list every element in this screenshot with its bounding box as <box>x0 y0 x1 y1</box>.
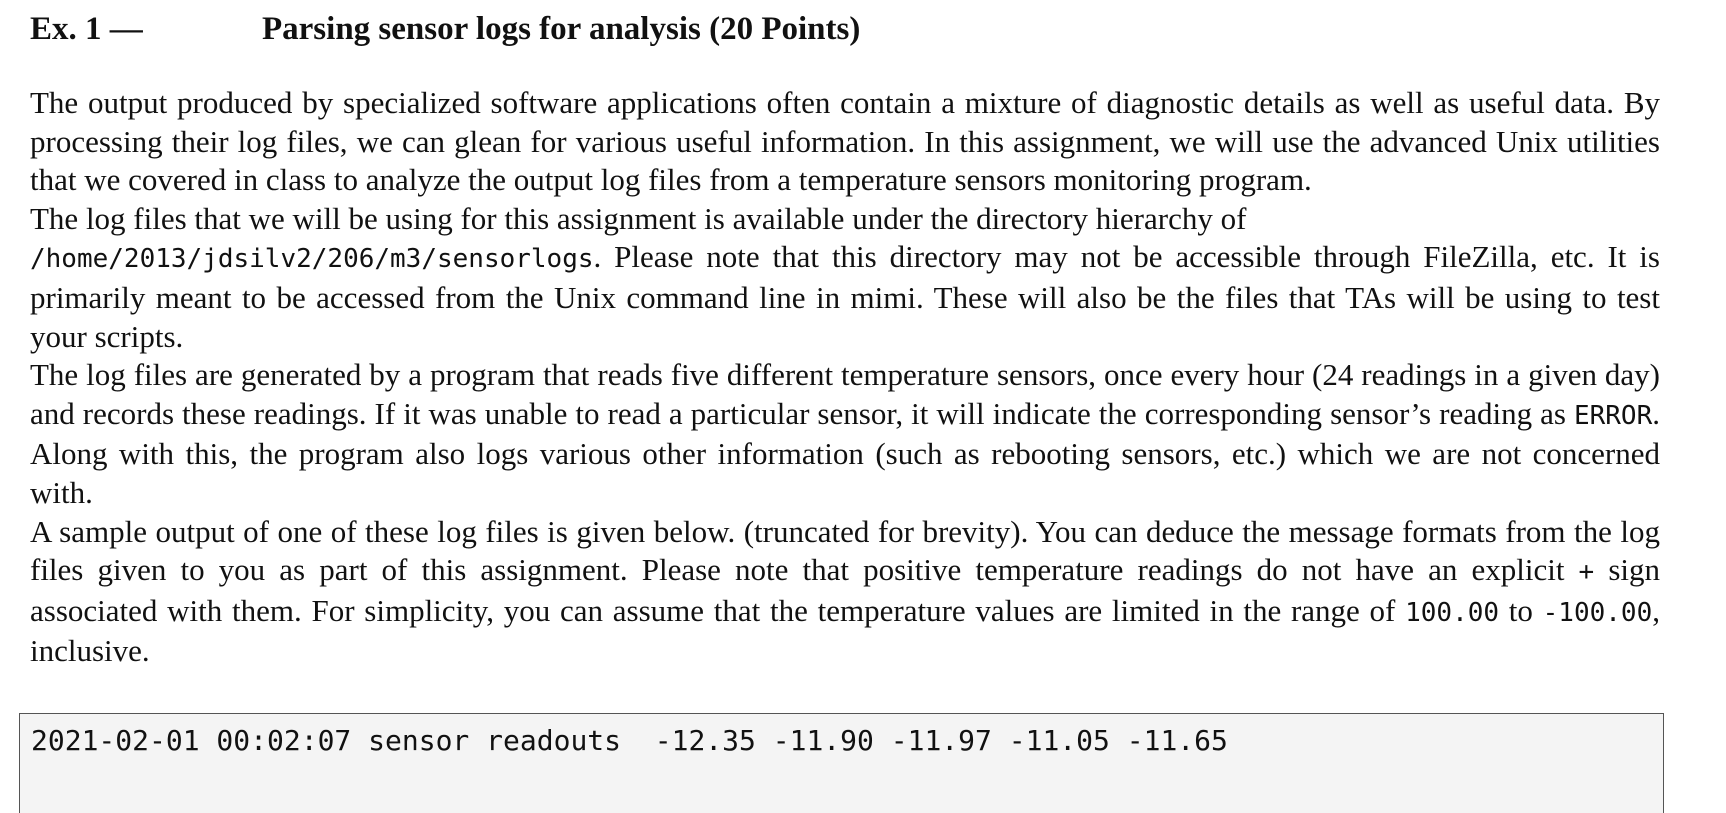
sample-output-text: A sample output of one of these log files is given below. (truncated for brevity). You can deduce the message formats from the log files given to you as part of this assignment. Please note that positive temperature readings do not have an explicit <box>30 513 1660 588</box>
range-min-value: -100.00 <box>1542 597 1653 628</box>
sample-log-code-block <box>19 713 1664 813</box>
plus-sign: + <box>1578 557 1595 588</box>
log-format-text: The log files are generated by a program that reads five different temperature sensors, once every hour (24 readings in a given day) and records these readings. If it was unable to read a particular sensor, it will indicate the corresponding sensor’s reading as <box>30 357 1660 431</box>
log-location-note: . Please note that this directory may not be accessible through FileZilla, etc. It is primarily meant to be accessed from the Unix command line in mimi. These will also be the files that TAs will be using to test your scripts. <box>30 239 1660 354</box>
exercise-heading <box>30 4 1660 54</box>
intro-paragraph <box>30 84 1660 200</box>
sample-output-paragraph <box>30 513 1660 671</box>
log-format-note: . Along with this, the program also logs various other information (such as rebooting sensors, etc.) which we are not concerned with. <box>30 395 1660 510</box>
sample-log-line: 2021-02-01 00:02:07 sensor readouts -12.35 -11.90 -11.97 -11.05 -11.65 <box>31 724 1228 757</box>
range-max-value: 100.00 <box>1405 597 1500 628</box>
log-location-paragraph <box>30 200 1660 356</box>
range-end-text: , inclusive. <box>30 592 1660 669</box>
assignment-description <box>30 84 1660 671</box>
intro-text: The output produced by specialized software applications often contain a mixture of diagnostic details as well as useful data. By processing their log files, we can glean for various useful information. In this assignment, we will use the advanced Unix utilities that we covered in class to analyze the output log files from a temperature sensors monitoring program. <box>30 85 1660 198</box>
error-keyword: ERROR <box>1573 400 1653 431</box>
log-directory-path: /home/2013/jdsilv2/206/m3/sensorlogs <box>30 244 594 275</box>
log-format-paragraph <box>30 356 1660 512</box>
exercise-number: Ex. 1 — <box>30 11 143 47</box>
exercise-title: Parsing sensor logs for analysis (20 Points) <box>262 11 861 47</box>
log-location-text: The log files that we will be using for this assignment is available under the directory hierarchy of <box>30 200 1247 236</box>
range-to-word: to <box>1499 592 1543 628</box>
sample-output-middle: sign associated with them. For simplicity, you can assume that the temperature values are limited in the range of <box>30 552 1660 628</box>
